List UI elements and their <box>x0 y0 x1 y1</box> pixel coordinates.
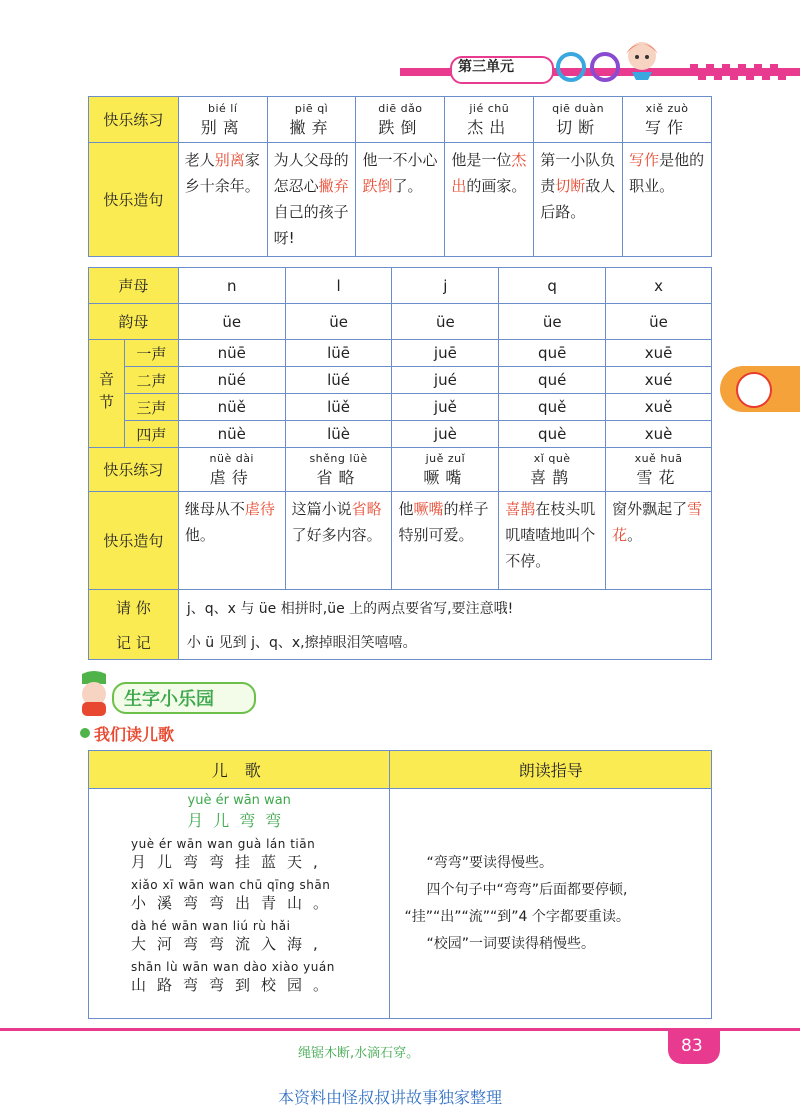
poem-cell <box>89 789 390 1019</box>
vocab-table-1 <box>88 96 712 257</box>
initial-label: 声母 <box>89 268 179 304</box>
word-cell: piē qì 撇弃 <box>267 97 356 143</box>
syllable-cell: lüé <box>285 367 392 394</box>
poem-table <box>88 750 712 1019</box>
initial-cell: q <box>499 268 606 304</box>
final-cell: üe <box>392 304 499 340</box>
sentence-cell: 老人别离家乡十余年。 <box>178 143 267 257</box>
sentence-cell: 为人父母的怎忍心撇弃自己的孩子呀! <box>267 143 356 257</box>
poem-line-pinyin: dà hé wān wan liú rù hǎi <box>131 919 291 933</box>
word-cell: bié lí 别离 <box>178 97 267 143</box>
sentence-cell: 他一不小心跌倒了。 <box>356 143 445 257</box>
syllable-cell: jué <box>392 367 499 394</box>
section-title: 生字小乐园 <box>124 689 214 710</box>
remember-text-2: 小 ü 见到 j、q、x,擦掉眼泪笑嘻嘻。 <box>178 626 711 660</box>
syllable-cell: nüē <box>178 340 285 367</box>
sentence-cell: 窗外飘起了雪花。 <box>606 492 712 590</box>
syllable-cell: xuě <box>606 394 712 421</box>
initial-cell: j <box>392 268 499 304</box>
syllable-cell: qué <box>499 367 606 394</box>
sentence-label: 快乐造句 <box>89 143 179 257</box>
poem-line-pinyin: xiǎo xī wān wan chū qīng shān <box>131 878 331 892</box>
syllable-cell: quě <box>499 394 606 421</box>
word-cell: jié chū 杰出 <box>445 97 534 143</box>
poem-title-pinyin: yuè ér wān wan <box>187 793 291 808</box>
initial-cell: x <box>606 268 712 304</box>
ring-icon <box>556 52 586 82</box>
poem-line: 月儿弯弯挂蓝天, <box>131 853 329 871</box>
initial-cell: n <box>178 268 285 304</box>
final-cell: üe <box>178 304 285 340</box>
initial-cell: l <box>285 268 392 304</box>
remember-label-1: 请 你 <box>89 590 179 626</box>
practice-label: 快乐练习 <box>89 448 179 492</box>
character-mascot-icon <box>76 670 112 716</box>
syllable-cell: nüè <box>178 421 285 448</box>
sentence-cell: 写作是他的职业。 <box>623 143 712 257</box>
poem-line: 大河弯弯流入海, <box>131 935 329 953</box>
sentence-cell: 继母从不虐待他。 <box>178 492 285 590</box>
cartoon-girl-icon <box>618 34 666 82</box>
poem-line: 山路弯弯到校园。 <box>131 976 340 994</box>
word-cell: nüè dài 虐待 <box>178 448 285 492</box>
sentence-label: 快乐造句 <box>89 492 179 590</box>
syllable-cell: xuē <box>606 340 712 367</box>
final-cell: üe <box>499 304 606 340</box>
syllable-cell: lüè <box>285 421 392 448</box>
sentence-cell: 这篇小说省略了好多内容。 <box>285 492 392 590</box>
sentence-cell: 他是一位杰出的画家。 <box>445 143 534 257</box>
unit-title: 第三单元 <box>458 59 514 75</box>
syllable-cell: juè <box>392 421 499 448</box>
fox-face-icon <box>736 372 772 408</box>
ring-icon <box>590 52 620 82</box>
pinyin-table <box>88 267 712 660</box>
word-cell: diē dǎo 跌倒 <box>356 97 445 143</box>
syllable-cell: què <box>499 421 606 448</box>
poem-header: 儿 歌 <box>89 751 390 789</box>
section-subtitle: 我们读儿歌 <box>94 725 175 744</box>
bullet-dot-icon <box>80 728 90 738</box>
practice-label: 快乐练习 <box>89 97 179 143</box>
poem-line-pinyin: yuè ér wān wan guà lán tiān <box>131 837 316 851</box>
guide-line: “挂”“出”“流”“到”4 个字都要重读。 <box>404 908 630 925</box>
syllable-cell: nüé <box>178 367 285 394</box>
sentence-cell: 第一小队负责切断敌人后路。 <box>534 143 623 257</box>
word-cell: xuě huā 雪花 <box>606 448 712 492</box>
checker-pattern-icon <box>690 58 800 80</box>
syllable-cell: xué <box>606 367 712 394</box>
guide-line: 四个句子中“弯弯”后面都要停顿, <box>426 881 628 898</box>
word-cell: xiě zuò 写作 <box>623 97 712 143</box>
tone-label: 二声 <box>124 367 178 394</box>
syllable-cell: juě <box>392 394 499 421</box>
guide-cell <box>390 789 712 1019</box>
syllable-label: 音节 <box>89 340 125 448</box>
final-label: 韵母 <box>89 304 179 340</box>
syllable-cell: lüē <box>285 340 392 367</box>
remember-text-1: j、q、x 与 üe 相拼时,üe 上的两点要省写,要注意哦! <box>178 590 711 626</box>
word-cell: qiē duàn 切断 <box>534 97 623 143</box>
sentence-cell: 喜鹊在枝头叽叽喳喳地叫个不停。 <box>499 492 606 590</box>
tone-label: 四声 <box>124 421 178 448</box>
guide-header: 朗读指导 <box>390 751 712 789</box>
word-cell: shěng lüè 省略 <box>285 448 392 492</box>
final-cell: üe <box>606 304 712 340</box>
poem-title: 月儿弯弯 <box>187 811 292 830</box>
word-cell: xǐ què 喜鹊 <box>499 448 606 492</box>
syllable-cell: quē <box>499 340 606 367</box>
word-cell: juě zuǐ 噘嘴 <box>392 448 499 492</box>
poem-line: 小溪弯弯出青山。 <box>131 894 340 912</box>
syllable-cell: juē <box>392 340 499 367</box>
page-number: 83 <box>681 1036 703 1056</box>
guide-line: “校园”一词要读得稍慢些。 <box>426 935 595 952</box>
final-cell: üe <box>285 304 392 340</box>
poem-line-pinyin: shān lù wān wan dào xiào yuán <box>131 960 335 974</box>
syllable-cell: nüě <box>178 394 285 421</box>
footer-motto: 绳锯木断,水滴石穿。 <box>298 1046 420 1061</box>
syllable-cell: xuè <box>606 421 712 448</box>
sentence-cell: 他噘嘴的样子特别可爱。 <box>392 492 499 590</box>
tone-label: 三声 <box>124 394 178 421</box>
credit-text: 本资料由怪叔叔讲故事独家整理 <box>278 1088 503 1107</box>
remember-label-2: 记 记 <box>89 626 179 660</box>
guide-line: “弯弯”要读得慢些。 <box>426 854 553 871</box>
tone-label: 一声 <box>124 340 178 367</box>
syllable-cell: lüě <box>285 394 392 421</box>
